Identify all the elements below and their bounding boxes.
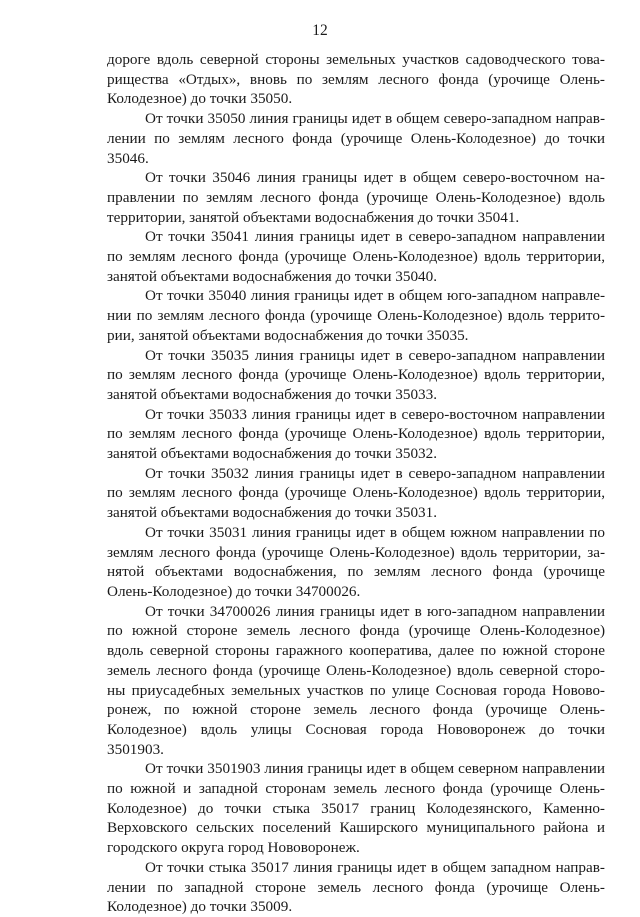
text-line: ронеж, по южной стороне земель лесного фонда (урочище Олень- [107, 701, 605, 719]
text-line: От точки 34700026 линия границы идет в юго-западном направлении [145, 602, 605, 620]
text-line: Колодезное) до точки стыка 35017 границ Колодезянского, Каменно- [107, 799, 605, 817]
paragraph [107, 168, 605, 227]
text-line: занятой объектами водоснабжения до точки 35031. [107, 504, 438, 522]
text-line: От точки 35035 линия границы идет в северо-западном направлении [145, 346, 605, 364]
text-line: От точки стыка 35017 линия границы идет в общем западном направ- [145, 858, 605, 876]
paragraph [107, 405, 605, 464]
text-line: лении по землям лесного фонда (урочище Олень-Колодезное) до точки [107, 129, 605, 147]
text-line: дороге вдоль северной стороны земельных участков садоводческого това- [107, 51, 605, 68]
paragraph [107, 759, 605, 858]
text-line: занятой объектами водоснабжения до точки 35033. [107, 385, 438, 403]
text-line: 35046. [107, 149, 149, 167]
text-line: От точки 35041 линия границы идет в северо-западном направлении [145, 228, 605, 246]
text-line: землям лесного фонда (урочище Олень-Колодезное) вдоль территории, за- [107, 543, 605, 561]
text-line: От точки 35040 линия границы идет в общем юго-западном направле- [145, 287, 605, 305]
text-line: От точки 3501903 линия границы идет в общем северном направлении [145, 760, 605, 778]
text-line: территории, занятой объектами водоснабжения до точки 35041. [107, 208, 520, 226]
text-line: От точки 35032 линия границы идет в северо-западном направлении [145, 464, 605, 482]
text-line: по землям лесного фонда (урочище Олень-Колодезное) вдоль территории, [107, 366, 605, 384]
text-line: От точки 35046 линия границы идет в общем северо-восточном на- [145, 169, 605, 187]
paragraph [107, 602, 605, 760]
page-number: 12 [312, 22, 328, 39]
text-line: 3501903. [107, 740, 164, 758]
text-line: нятой объектами водоснабжения, по землям лесного фонда (урочище [107, 563, 605, 581]
paragraph [107, 286, 605, 345]
text-line: Колодезное) вдоль улицы Сосновая города Нововоронеж до точки [107, 720, 605, 738]
text-line: лении по западной стороне земель лесного фонда (урочище Олень- [107, 878, 605, 896]
paragraph [107, 50, 605, 109]
document-body [107, 50, 605, 917]
text-line: по землям лесного фонда (урочище Олень-Колодезное) вдоль территории, [107, 425, 605, 443]
paragraph [107, 346, 605, 405]
text-line: земель лесного фонда (урочище Олень-Колодезное) вдоль северной сторо- [107, 661, 605, 679]
text-line: по южной и западной сторонам земель лесного фонда (урочище Олень- [107, 780, 605, 798]
text-line: Олень-Колодезное) до точки 34700026. [107, 582, 361, 600]
text-line: городского округа город Нововоронеж. [107, 839, 360, 857]
text-line: От точки 35033 линия границы идет в северо-восточном направлении [145, 405, 605, 423]
text-line: От точки 35031 линия границы идет в общем южном направлении по [145, 523, 605, 541]
paragraph [107, 858, 605, 917]
text-line: Колодезное) до точки 35050. [107, 90, 293, 108]
text-line: нии по землям лесного фонда (урочище Олень-Колодезное) вдоль террито- [107, 307, 605, 325]
paragraph [107, 227, 605, 286]
paragraph [107, 109, 605, 168]
text-line: От точки 35050 линия границы идет в общем северо-западном направ- [145, 110, 605, 128]
text-line: вдоль северной стороны гаражного кооператива, далее по южной стороне [107, 642, 605, 660]
text-line: рищества «Отдых», вновь по землям лесного фонда (урочище Олень- [107, 70, 605, 88]
text-line: рии, занятой объектами водоснабжения до точки 35035. [107, 326, 469, 344]
paragraph [107, 523, 605, 602]
text-line: занятой объектами водоснабжения до точки 35040. [107, 267, 438, 285]
paragraph [107, 464, 605, 523]
text-line: по землям лесного фонда (урочище Олень-Колодезное) вдоль территории, [107, 484, 605, 502]
text-line: занятой объектами водоснабжения до точки 35032. [107, 445, 438, 463]
text-line: по землям лесного фонда (урочище Олень-Колодезное) вдоль территории, [107, 248, 605, 266]
text-line: Колодезное) до точки 35009. [107, 898, 293, 916]
text-line: ны приусадебных земельных участков по улице Сосновая города Новово- [107, 681, 605, 699]
text-line: правлении по землям лесного фонда (урочище Олень-Колодезное) вдоль [107, 188, 605, 206]
text-line: по южной стороне земель лесного фонда (урочище Олень-Колодезное) [107, 622, 605, 640]
text-line: Верховского сельских поселений Каширского муниципального района и [107, 819, 605, 837]
